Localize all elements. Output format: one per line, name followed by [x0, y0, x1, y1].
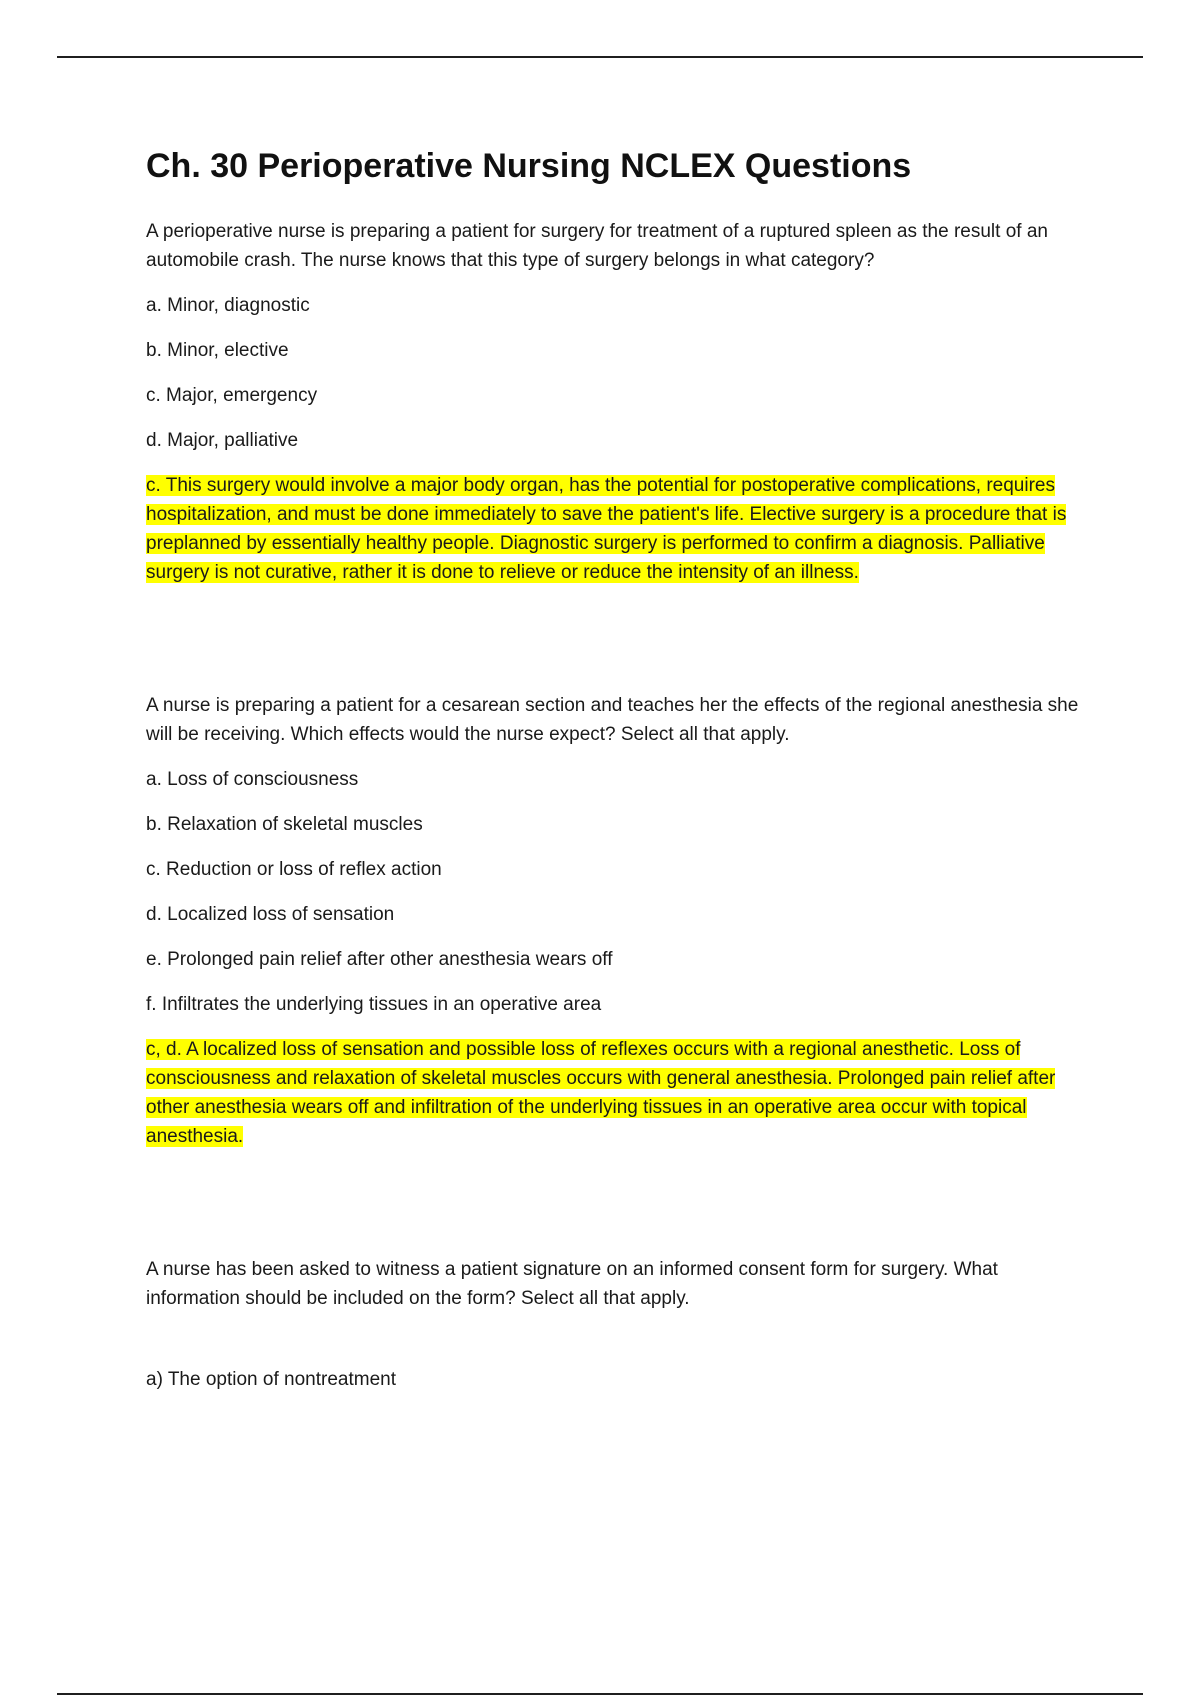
answer-option: b. Minor, elective [146, 339, 289, 361]
answer-option: b. Relaxation of skeletal muscles [146, 813, 423, 835]
answer-option: d. Localized loss of sensation [146, 903, 395, 925]
question-stem: A nurse is preparing a patient for a cesarean section and teaches her the effects of the regional anesthesia she will be receiving. Which effects would the nurse expect? Select all that apply. [146, 694, 1079, 745]
answer-rationale [146, 1035, 1096, 1151]
question-2 [146, 691, 1096, 1151]
question-1 [146, 217, 1096, 587]
bottom-rule [57, 1693, 1143, 1695]
answer-option: e. Prolonged pain relief after other anesthesia wears off [146, 948, 613, 970]
answer-option: f. Infiltrates the underlying tissues in an operative area [146, 993, 602, 1015]
highlighted-answer-text: c. This surgery would involve a major body organ, has the potential for postoperative complications, requires hospitalization, and must be done immediately to save the patient's life. Elective surgery is a procedure that is preplanned by essentially healthy people. Diagnostic surgery is performed to confirm a diagnosis. Palliative surgery is not curative, rather it is done to relieve or reduce the intensity of an illness. [146, 474, 1067, 583]
answer-rationale [146, 471, 1096, 587]
answer-option: a. Loss of consciousness [146, 768, 359, 790]
answer-option: a. Minor, diagnostic [146, 294, 310, 316]
answer-option: c. Reduction or loss of reflex action [146, 858, 442, 880]
question-3 [146, 1255, 1096, 1394]
answer-option: d. Major, palliative [146, 429, 299, 451]
answer-option: c. Major, emergency [146, 384, 318, 406]
question-stem: A perioperative nurse is preparing a patient for surgery for treatment of a ruptured spleen as the result of an automobile crash. The nurse knows that this type of surgery belongs in what category? [146, 220, 1048, 271]
question-stem: A nurse has been asked to witness a patient signature on an informed consent form for surgery. What information should be included on the form? Select all that apply. [146, 1258, 998, 1309]
document-body [146, 146, 1096, 1410]
page-title: Ch. 30 Perioperative Nursing NCLEX Questions [146, 147, 912, 185]
top-rule [57, 56, 1143, 58]
highlighted-answer-text: c, d. A localized loss of sensation and possible loss of reflexes occurs with a regional anesthetic. Loss of consciousness and relaxation of skeletal muscles occurs with general anesthesia. Prolonged pain relief after other anesthesia wears off and infiltration of the underlying tissues in an operative area occur with topical anesthesia. [146, 1038, 1056, 1147]
answer-option: a) The option of nontreatment [146, 1368, 396, 1390]
